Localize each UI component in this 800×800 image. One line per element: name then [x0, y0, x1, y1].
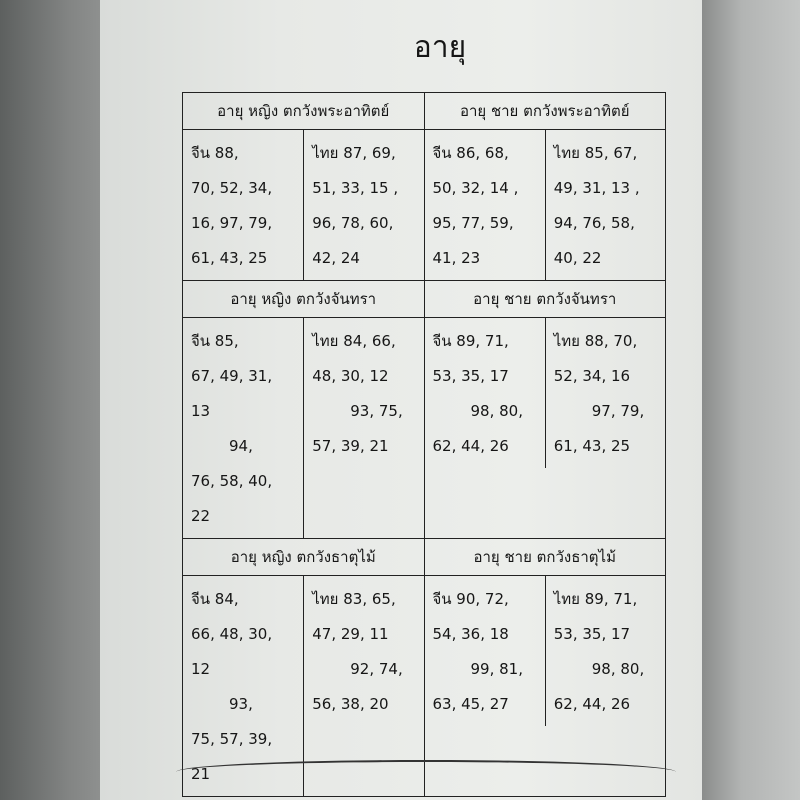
header-female-moon: อายุ หญิง ตกวังจันทรา [183, 281, 425, 318]
male-sun-chinese-line: 41, 23 [432, 249, 481, 267]
cell-male-moon [424, 318, 666, 539]
male-sun-thai-line: ไทย 85, 67, [553, 144, 638, 162]
female-moon-chinese-line: 67, 49, 31, [191, 367, 273, 385]
male-sun-thai-line: 49, 31, 13 , [553, 179, 640, 197]
header-row-wood [183, 539, 666, 576]
female-sun-chinese-line: จีน 88, [191, 144, 239, 162]
male-moon-chinese-line: จีน 89, 71, [432, 332, 509, 350]
male-wood-thai-line: 53, 35, 17 [553, 625, 631, 643]
female-sun-thai-col [303, 130, 423, 280]
male-wood-thai-col [545, 576, 665, 726]
female-moon-chinese-line: 76, 58, 40, [191, 472, 273, 490]
male-moon-thai-line: 97, 79, [591, 402, 645, 420]
male-wood-chinese-col [425, 576, 545, 726]
male-sun-chinese-col [425, 130, 545, 280]
female-moon-chinese-line: 94, [229, 437, 253, 455]
female-sun-thai-line: 96, 78, 60, [312, 214, 394, 232]
female-moon-thai-line: 48, 30, 12 [312, 367, 389, 385]
male-moon-thai-line: 61, 43, 25 [553, 437, 631, 455]
header-row-sun [183, 93, 666, 130]
female-moon-chinese-line: จีน 85, [191, 332, 239, 350]
cell-male-sun [424, 130, 666, 281]
male-wood-thai-line: 98, 80, [591, 660, 645, 678]
female-sun-chinese-line: 61, 43, 25 [191, 249, 268, 267]
female-wood-thai-line: 47, 29, 11 [312, 625, 389, 643]
data-row-moon [183, 318, 666, 539]
female-wood-chinese-line: 93, [229, 695, 253, 713]
female-wood-chinese-line: 75, 57, 39, [191, 730, 273, 748]
background-surface [702, 0, 800, 800]
data-row-sun [183, 130, 666, 281]
header-male-sun: อายุ ชาย ตกวังพระอาทิตย์ [424, 93, 666, 130]
female-moon-chinese-col [183, 318, 303, 538]
male-moon-chinese-line: 98, 80, [470, 402, 523, 420]
male-sun-chinese-line: 50, 32, 14 , [432, 179, 519, 197]
female-moon-thai-line: ไทย 84, 66, [312, 332, 396, 350]
male-wood-chinese-line: 54, 36, 18 [432, 625, 509, 643]
female-wood-thai-line: 56, 38, 20 [312, 695, 389, 713]
female-sun-thai-line: 51, 33, 15 , [312, 179, 399, 197]
female-wood-chinese-line: จีน 84, [191, 590, 239, 608]
male-moon-chinese-col [425, 318, 545, 468]
male-sun-thai-col [545, 130, 665, 280]
book-spine-shadow [0, 0, 100, 800]
female-moon-chinese-line: 13 [191, 402, 211, 420]
male-wood-chinese-line: จีน 90, 72, [432, 590, 509, 608]
cell-female-moon [183, 318, 425, 539]
male-moon-thai-line: ไทย 88, 70, [553, 332, 638, 350]
cell-female-sun [183, 130, 425, 281]
male-sun-chinese-line: จีน 86, 68, [432, 144, 509, 162]
male-wood-thai-line: 62, 44, 26 [553, 695, 631, 713]
header-female-sun: อายุ หญิง ตกวังพระอาทิตย์ [183, 93, 425, 130]
female-sun-thai-line: 42, 24 [312, 249, 360, 267]
male-wood-chinese-line: 99, 81, [470, 660, 523, 678]
female-wood-chinese-line: 66, 48, 30, [191, 625, 273, 643]
male-sun-thai-line: 40, 22 [553, 249, 602, 267]
female-wood-thai-line: ไทย 83, 65, [312, 590, 396, 608]
male-moon-thai-line: 52, 34, 16 [553, 367, 631, 385]
male-moon-chinese-line: 62, 44, 26 [432, 437, 509, 455]
header-male-moon: อายุ ชาย ตกวังจันทรา [424, 281, 666, 318]
female-moon-thai-col [303, 318, 423, 538]
male-wood-chinese-line: 63, 45, 27 [432, 695, 509, 713]
female-sun-chinese-col [183, 130, 303, 280]
female-sun-chinese-line: 16, 97, 79, [191, 214, 273, 232]
page-title: อายุ [413, 30, 467, 65]
female-sun-chinese-line: 70, 52, 34, [191, 179, 273, 197]
male-sun-thai-line: 94, 76, 58, [553, 214, 635, 232]
female-moon-thai-line: 93, 75, [350, 402, 403, 420]
age-table [182, 92, 666, 797]
male-moon-thai-col [545, 318, 665, 468]
female-wood-chinese-line: 12 [191, 660, 211, 678]
female-moon-chinese-line: 22 [191, 507, 211, 525]
male-wood-thai-line: ไทย 89, 71, [553, 590, 638, 608]
header-row-moon [183, 281, 666, 318]
male-sun-chinese-line: 95, 77, 59, [432, 214, 514, 232]
male-moon-chinese-line: 53, 35, 17 [432, 367, 509, 385]
header-female-wood: อายุ หญิง ตกวังธาตุไม้ [183, 539, 425, 576]
female-wood-chinese-line: 21 [191, 765, 211, 783]
female-wood-thai-line: 92, 74, [350, 660, 403, 678]
female-sun-thai-line: ไทย 87, 69, [312, 144, 396, 162]
female-moon-thai-line: 57, 39, 21 [312, 437, 389, 455]
header-male-wood: อายุ ชาย ตกวังธาตุไม้ [424, 539, 666, 576]
